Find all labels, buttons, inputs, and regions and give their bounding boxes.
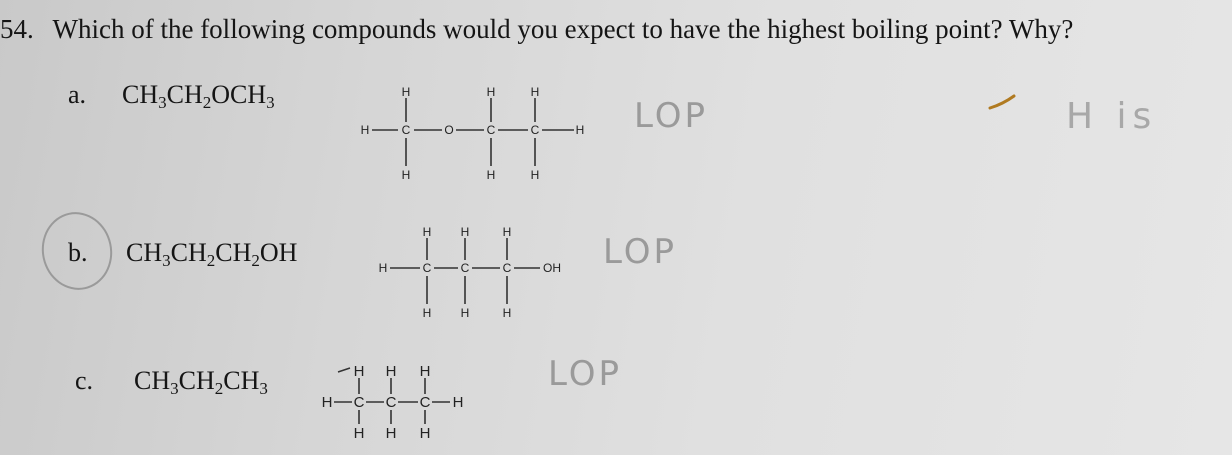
atom-label: H bbox=[378, 261, 388, 275]
atom-label: O bbox=[444, 123, 454, 137]
atom-label: H bbox=[486, 168, 496, 182]
atom-label: H bbox=[419, 363, 431, 380]
formula-text: CH bbox=[215, 238, 252, 267]
structure-a-atoms bbox=[361, 85, 585, 182]
atom-label: C bbox=[385, 394, 397, 411]
atom-label: H bbox=[401, 168, 411, 182]
formula-text: CH bbox=[166, 80, 203, 109]
option-a-letter: a. bbox=[68, 80, 87, 109]
atom-label: H bbox=[385, 425, 397, 442]
atom-label: H bbox=[385, 363, 397, 380]
atom-label: H bbox=[321, 394, 333, 411]
atom-label: C bbox=[460, 261, 470, 275]
option-a-note: LOP bbox=[634, 96, 708, 136]
atom-label: H bbox=[401, 85, 411, 99]
atom-label: H bbox=[530, 168, 540, 182]
side-note: H is bbox=[1066, 96, 1158, 137]
structure-b-atoms bbox=[379, 225, 561, 320]
formula-text: OCH bbox=[211, 80, 267, 109]
question-text: Which of the following compounds would you expect to have the highest boiling point? Why? bbox=[52, 14, 1074, 44]
check-mark bbox=[990, 96, 1014, 108]
atom-label: H bbox=[502, 225, 512, 239]
question-number: 54. bbox=[0, 14, 34, 44]
formula-subscript: 2 bbox=[251, 251, 260, 270]
formula-text: CH bbox=[170, 238, 207, 267]
formula-subscript: 3 bbox=[259, 379, 268, 398]
formula-subscript: 3 bbox=[158, 93, 167, 112]
formula-text: CH bbox=[126, 238, 163, 267]
atom-label: H bbox=[460, 225, 470, 239]
atom-label: H bbox=[422, 306, 432, 320]
formula-subscript: 3 bbox=[162, 251, 171, 270]
formula-text: CH bbox=[122, 80, 159, 109]
atom-label: H bbox=[353, 363, 365, 380]
atom-label: C bbox=[530, 123, 540, 137]
option-b-letter: b. bbox=[68, 238, 88, 267]
formula-subscript: 2 bbox=[206, 251, 216, 270]
atom-label: C bbox=[502, 261, 512, 275]
atom-label: H bbox=[486, 85, 496, 99]
atom-label: C bbox=[353, 394, 365, 411]
atom-label: H bbox=[530, 85, 540, 99]
atom-label: OH bbox=[543, 261, 561, 275]
atom-label: H bbox=[422, 225, 432, 239]
atom-label: C bbox=[486, 123, 496, 137]
formula-subscript: 2 bbox=[202, 93, 212, 112]
formula-text: CH bbox=[178, 366, 215, 395]
atom-label: C bbox=[422, 261, 432, 275]
option-b-note: LOP bbox=[603, 232, 677, 272]
atom-label: C bbox=[401, 123, 411, 137]
atom-label: H bbox=[502, 306, 512, 320]
formula-subscript: 3 bbox=[266, 93, 275, 112]
formula-text: OH bbox=[259, 238, 298, 267]
atom-label: H bbox=[460, 306, 470, 320]
atom-label: H bbox=[353, 425, 365, 442]
formula-text: CH bbox=[223, 366, 260, 395]
atom-label: H bbox=[419, 425, 431, 442]
option-c-letter: c. bbox=[75, 366, 94, 395]
option-c-note: LOP bbox=[548, 354, 622, 394]
atom-label: H bbox=[360, 123, 370, 137]
atom-label: C bbox=[419, 394, 431, 411]
formula-subscript: 3 bbox=[170, 379, 179, 398]
formula-text: CH bbox=[134, 366, 171, 395]
formula-subscript: 2 bbox=[214, 379, 224, 398]
atom-label: H bbox=[452, 394, 464, 411]
atom-label: H bbox=[575, 123, 585, 137]
